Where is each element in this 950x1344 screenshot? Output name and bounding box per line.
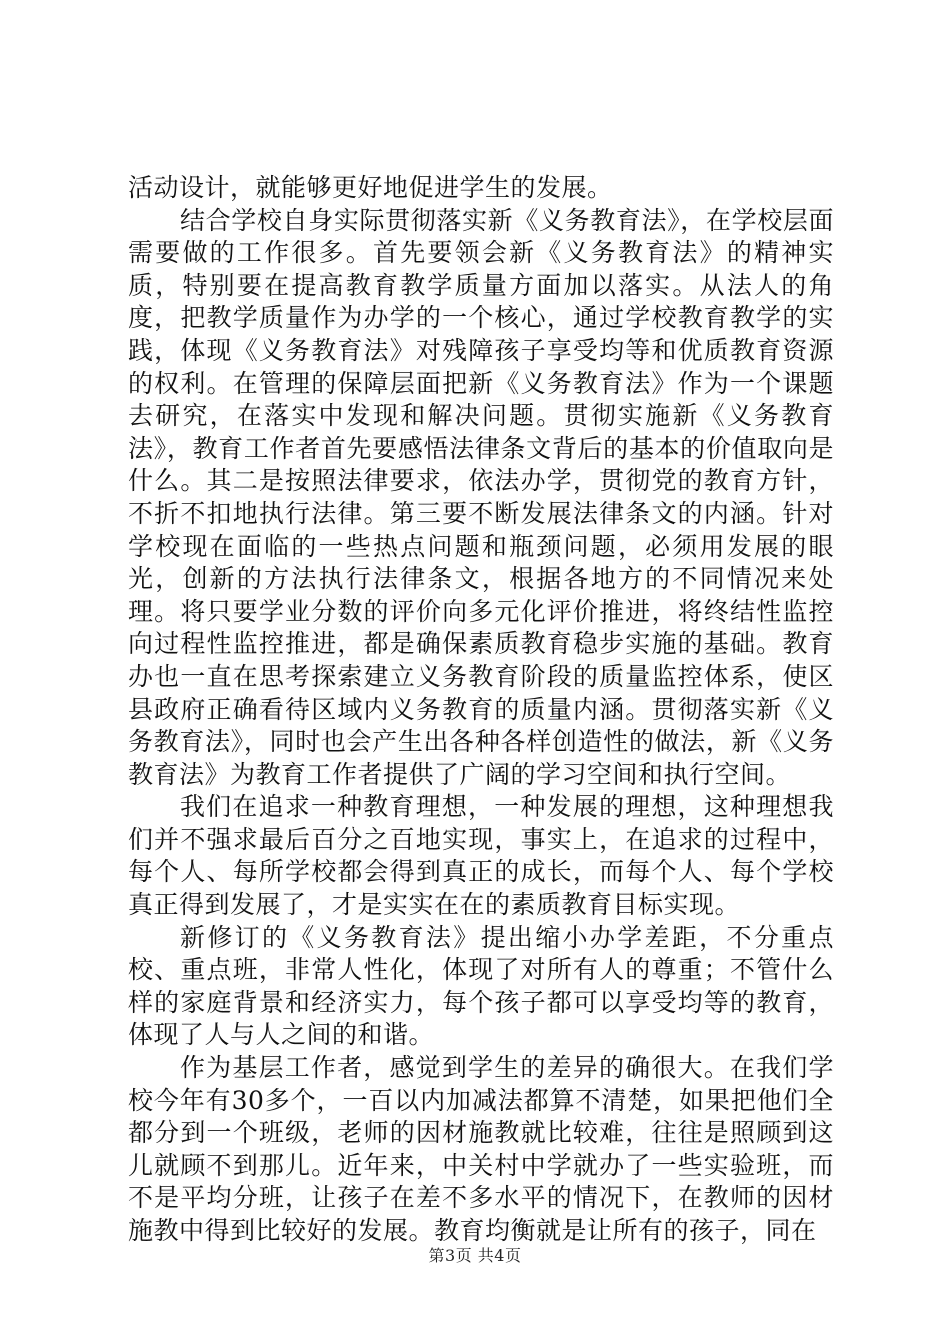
paragraph-4: 新修订的《义务教育法》提出缩小办学差距，不分重点校、重点班，非常人性化，体现了对所有人的尊重；不管什么样的家庭背景和经济实力，每个孩子都可以享受均等的教育，体现了人与人之间的和谐。 [128, 922, 834, 1050]
paragraph-2: 结合学校自身实际贯彻落实新《义务教育法》，在学校层面需要做的工作很多。首先要领会新《义务教育法》的精神实质，特别要在提高教育教学质量方面加以落实。从法人的角度，把教学质量作为办学的一个核心，通过学校教育教学的实践，体现《义务教育法》对残障孩子享受均等和优质教育资源的权利。在管理的保障层面把新《义务教育法》作为一个课题去研究，在落实中发现和解决问题。贯彻实施新《义务教育法》，教育工作者首先要感悟法律条文背后的基本的价值取向是什么。其二是按照法律要求，依法办学，贯彻党的教育方针，不折不扣地执行法律。第三要不断发展法律条文的内涵。针对学校现在面临的一些热点问题和瓶颈问题，必须用发展的眼光，创新的方法执行法律条文，根据各地方的不同情况来处理。将只要学业分数的评价向多元化评价推进，将终结性监控向过程性监控推进，都是确保素质教育稳步实施的基础。教育办也一直在思考探索建立义务教育阶段的质量监控体系，使区县政府正确看待区域内义务教育的质量内涵。贯彻落实新《义务教育法》，同时也会产生出各种各样创造性的做法，新《义务教育法》为教育工作者提供了广阔的学习空间和执行空间。 [128, 205, 834, 789]
document-body [128, 172, 834, 1248]
paragraph-5: 作为基层工作者，感觉到学生的差异的确很大。在我们学校今年有30多个，一百以内加减法都算不清楚，如果把他们全都分到一个班级，老师的因材施教就比较难，往往是照顾到这儿就顾不到那儿。近年来，中关村中学就办了一些实验班，而不是平均分班，让孩子在差不多水平的情况下，在教师的因材施教中得到比较好的发展。教育均衡就是让所有的孩子，同在 [128, 1053, 834, 1245]
paragraph-3: 我们在追求一种教育理想，一种发展的理想，这种理想我们并不强求最后百分之百地实现，事实上，在追求的过程中，每个人、每所学校都会得到真正的成长，而每个人、每个学校真正得到发展了，才是实实在在的素质教育目标实现。 [128, 792, 834, 920]
page-number-footer: 第3页 共4页 [428, 1246, 522, 1265]
paragraph-1: 活动设计，就能够更好地促进学生的发展。 [128, 173, 613, 202]
